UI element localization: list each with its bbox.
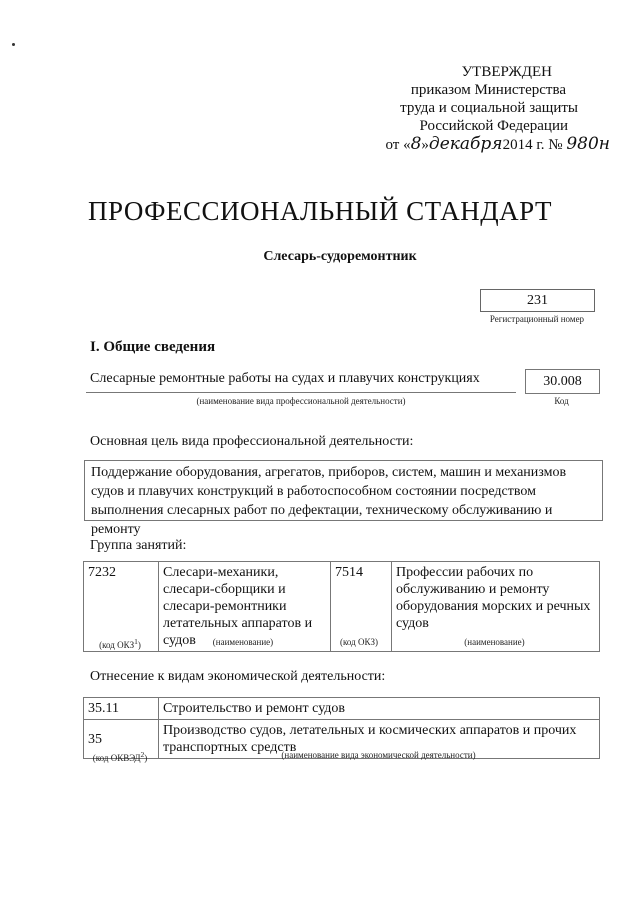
- date-prefix: от «: [385, 137, 411, 153]
- goal-label: Основная цель вида профессиональной деятельности:: [90, 434, 414, 449]
- group-code: 7232: [84, 562, 159, 652]
- standard-name: Слесарь-судоремонтник: [263, 249, 417, 264]
- approval-line-4: Российской Федерации: [419, 118, 568, 134]
- econ-name: Производство судов, летательных и космических аппаратов и прочих транспортных средств: [159, 720, 600, 759]
- okved-caption-text: (код ОКВЭД: [92, 753, 141, 763]
- econ-label: Отнесение к видам экономической деятельности:: [90, 669, 386, 684]
- group-label: Группа занятий:: [90, 538, 187, 553]
- goal-box: Поддержание оборудования, агрегатов, приборов, систем, машин и механизмов судов и плавучих конструкций в работоспособном состоянии посредством выполнения слесарных работ по дефектации, техническому обслуживанию и ремонту: [84, 460, 603, 521]
- approval-line-1: УТВЕРЖДЕН: [461, 64, 552, 80]
- okz-caption-text: (код ОКЗ: [99, 640, 135, 650]
- group-code: 7514: [331, 562, 392, 652]
- date-quote-close: »: [421, 137, 429, 153]
- activity-code-box: 30.008: [525, 369, 600, 394]
- approval-block: [380, 63, 610, 154]
- econ-code: 35: [84, 720, 159, 759]
- table-row: [84, 698, 600, 720]
- date-month: декабря: [428, 134, 503, 154]
- footnote-ref-1: 1: [134, 637, 138, 646]
- activity-caption: (наименование вида профессиональной деятельности): [196, 396, 406, 406]
- footnote-ref-2: 2: [140, 750, 145, 759]
- section-heading: I. Общие сведения: [90, 339, 216, 355]
- group-name-caption-1: (наименование): [212, 637, 274, 647]
- okz-caption-1: [83, 637, 157, 650]
- date-day: 8: [410, 134, 422, 154]
- activity-name: Слесарные ремонтные работы на судах и плавучих конструкциях: [90, 371, 480, 386]
- okz-caption-close: ): [137, 640, 141, 650]
- approval-date-line: [380, 135, 610, 154]
- approval-line-2: приказом Министерства: [410, 82, 566, 98]
- code-caption: Код: [554, 396, 569, 406]
- econ-code: 35.11: [84, 698, 159, 720]
- registration-number-box: 231: [480, 289, 595, 312]
- econ-name-caption: (наименование вида экономической деятельности): [281, 750, 476, 760]
- econ-name: Строительство и ремонт судов: [159, 698, 600, 720]
- okz-caption-2: (код ОКЗ): [340, 637, 378, 647]
- okved-caption-close: ): [144, 753, 148, 763]
- activity-underline: [86, 392, 516, 393]
- okved-caption: [83, 750, 157, 763]
- registration-caption: Регистрационный номер: [489, 314, 585, 324]
- group-name: Профессии рабочих по обслуживанию и ремонту оборудования морских и речных судов: [392, 562, 600, 652]
- document-title: ПРОФЕССИОНАЛЬНЫЙ СТАНДАРТ: [87, 196, 553, 226]
- scan-dot: [12, 43, 15, 46]
- date-year: 2014 г. №: [502, 137, 563, 153]
- approval-line-3: труда и социальной защиты: [400, 100, 578, 116]
- group-name: Слесари-механики, слесари-сборщики и слесари-ремонтники летательных аппаратов и судов: [159, 562, 331, 652]
- order-number: 980н: [566, 134, 610, 154]
- group-name-caption-2: (наименование): [464, 637, 525, 647]
